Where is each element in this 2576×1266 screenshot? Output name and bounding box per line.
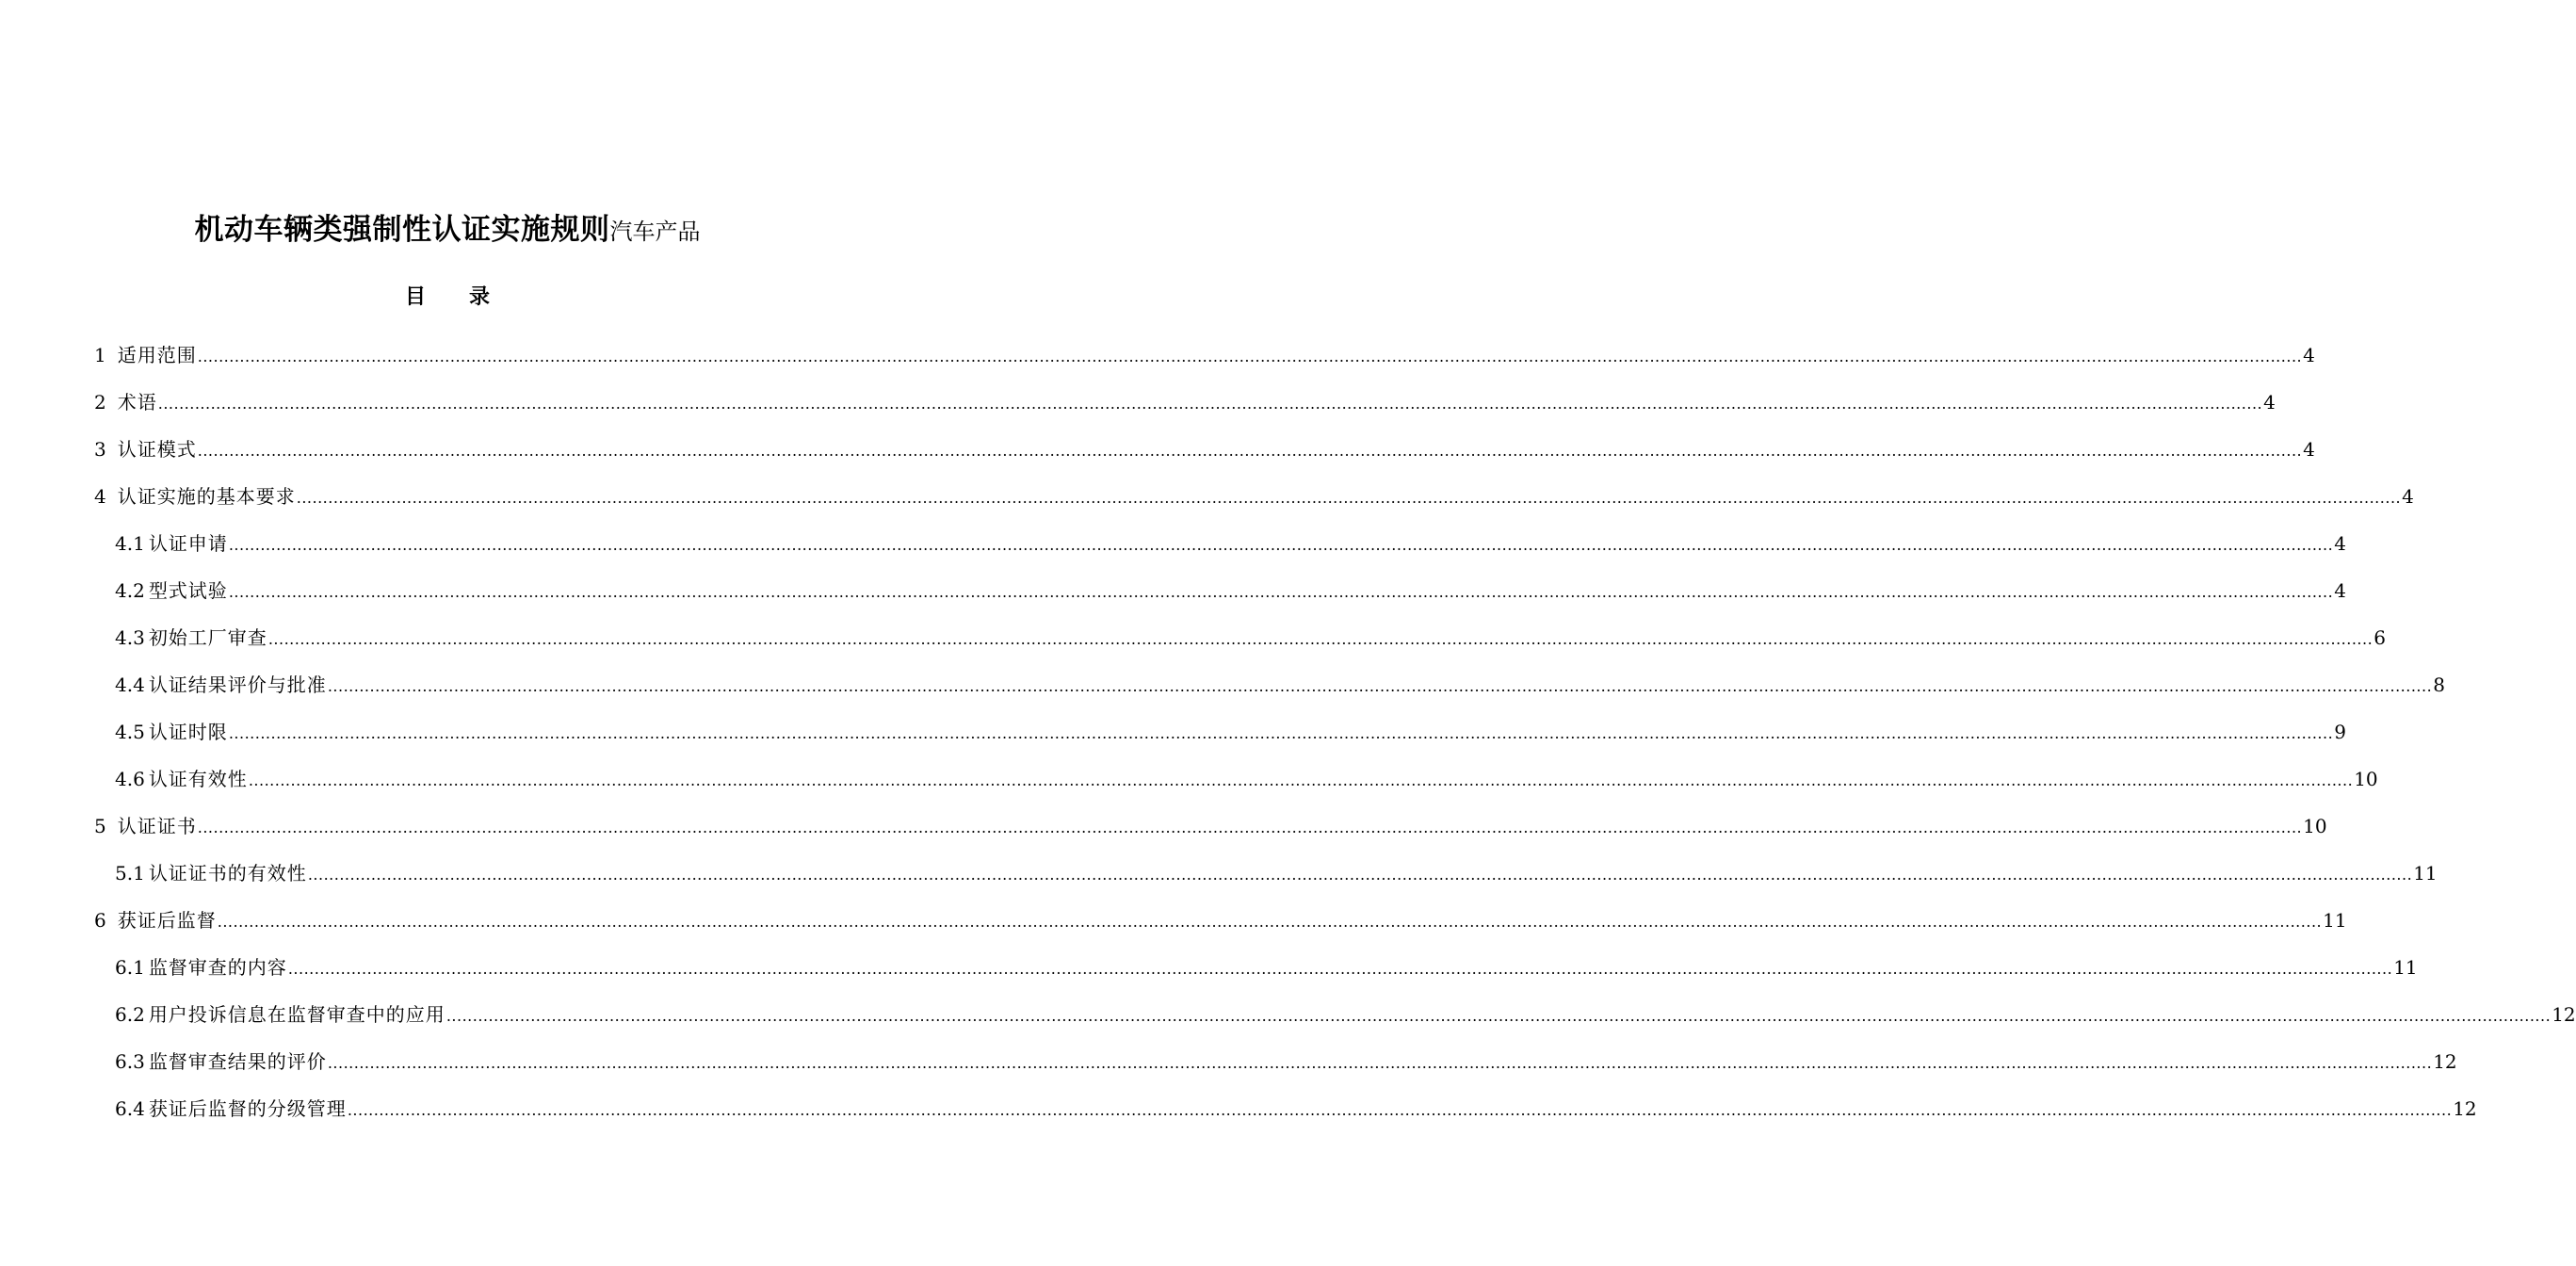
toc-entry-page-number: 11	[2393, 956, 2418, 979]
toc-entry-number: 4.1	[115, 532, 145, 555]
toc-dot-leader: ................................................................................................................................................................................................................................................................................................................................................................................................................	[228, 723, 2334, 742]
toc-entry-page-number: 4	[2303, 438, 2315, 461]
toc-entry-page-number: 11	[2413, 862, 2438, 885]
toc-entry-label: 监督审查的内容	[148, 956, 287, 979]
toc-heading-char-2: 录	[469, 285, 491, 309]
toc-entry-page-number: 9	[2334, 721, 2346, 743]
toc-entry-page-number: 6	[2373, 626, 2386, 649]
toc-dot-leader: ................................................................................................................................................................................................................................................................................................................................................................................................................	[157, 394, 2263, 413]
toc-entry-page-number: 4	[2402, 485, 2414, 508]
toc-entry[interactable]	[94, 332, 2315, 379]
toc-entry-label: 型式试验	[148, 579, 228, 602]
toc-heading	[0, 283, 895, 313]
toc-entry[interactable]	[115, 520, 2346, 567]
toc-dot-leader: ................................................................................................................................................................................................................................................................................................................................................................................................................	[267, 629, 2373, 648]
toc-entry[interactable]	[94, 379, 2276, 426]
toc-entry-label: 认证证书	[117, 815, 197, 837]
toc-entry-number: 1	[94, 344, 106, 366]
toc-entry-page-number: 12	[2552, 1003, 2576, 1026]
toc-entry-label: 初始工厂审查	[148, 626, 267, 649]
toc-entry-number: 4.6	[115, 768, 145, 790]
toc-entry[interactable]	[94, 426, 2315, 473]
toc-entry-number: 6.1	[115, 956, 145, 979]
toc-entry[interactable]	[115, 1085, 2477, 1132]
toc-entry-page-number: 8	[2433, 674, 2445, 696]
toc-dot-leader: ................................................................................................................................................................................................................................................................................................................................................................................................................	[197, 818, 2303, 836]
toc-entry[interactable]	[115, 850, 2438, 897]
toc-entry-label: 术语	[117, 391, 157, 414]
toc-entry-page-number: 4	[2334, 579, 2346, 602]
toc-entry[interactable]	[94, 473, 2414, 520]
toc-entry-label: 认证证书的有效性	[148, 862, 307, 885]
toc-entry-page-number: 4	[2303, 344, 2315, 366]
toc-entry-number: 5	[94, 815, 106, 837]
document-title-main: 机动车辆类强制性认证实施规则	[194, 213, 610, 247]
toc-entry-number: 4.5	[115, 721, 145, 743]
toc-entry-number: 4.4	[115, 674, 145, 696]
toc-entry[interactable]	[115, 708, 2346, 755]
toc-entry-label: 认证申请	[148, 532, 228, 555]
toc-entry-number: 5.1	[115, 862, 145, 885]
toc-dot-leader: ................................................................................................................................................................................................................................................................................................................................................................................................................	[248, 771, 2354, 789]
toc-entry[interactable]	[115, 944, 2418, 991]
toc-entry-page-number: 10	[2354, 768, 2378, 790]
toc-entry-page-number: 4	[2334, 532, 2346, 555]
toc-entry[interactable]	[115, 661, 2445, 708]
toc-entry-number: 6.4	[115, 1097, 145, 1120]
toc-entry-number: 6.3	[115, 1050, 145, 1073]
toc-heading-char-1: 目	[404, 285, 426, 309]
toc-dot-leader: ................................................................................................................................................................................................................................................................................................................................................................................................................	[327, 1053, 2433, 1072]
toc-entry-label: 认证结果评价与批准	[148, 674, 327, 696]
toc-entry[interactable]	[115, 755, 2378, 803]
toc-entry-label: 认证实施的基本要求	[117, 485, 296, 508]
toc-dot-leader: ................................................................................................................................................................................................................................................................................................................................................................................................................	[197, 441, 2303, 460]
toc-entry-number: 2	[94, 391, 106, 414]
toc-entry-page-number: 4	[2263, 391, 2276, 414]
toc-entry-number: 4.2	[115, 579, 145, 602]
table-of-contents	[0, 332, 2576, 1132]
toc-entry-label: 获证后监督	[117, 909, 217, 932]
toc-entry-label: 获证后监督的分级管理	[148, 1097, 347, 1120]
toc-dot-leader: ................................................................................................................................................................................................................................................................................................................................................................................................................	[446, 1006, 2552, 1025]
document-title	[0, 207, 895, 257]
toc-entry[interactable]	[94, 897, 2347, 944]
toc-entry-label: 用户投诉信息在监督审查中的应用	[148, 1003, 446, 1026]
toc-entry-page-number: 11	[2323, 909, 2347, 932]
toc-entry-page-number: 10	[2303, 815, 2327, 837]
toc-entry[interactable]	[115, 991, 2576, 1038]
toc-dot-leader: ................................................................................................................................................................................................................................................................................................................................................................................................................	[217, 912, 2323, 931]
document-title-sub: 汽车产品	[609, 219, 701, 245]
toc-dot-leader: ................................................................................................................................................................................................................................................................................................................................................................................................................	[327, 676, 2433, 695]
toc-entry[interactable]	[115, 1038, 2457, 1085]
toc-entry[interactable]	[94, 803, 2327, 850]
toc-dot-leader: ................................................................................................................................................................................................................................................................................................................................................................................................................	[287, 959, 2393, 978]
toc-entry-page-number: 12	[2433, 1050, 2457, 1073]
toc-dot-leader: ................................................................................................................................................................................................................................................................................................................................................................................................................	[228, 582, 2334, 601]
toc-entry-number: 6.2	[115, 1003, 145, 1026]
toc-entry-number: 4	[94, 485, 106, 508]
toc-entry-label: 认证模式	[117, 438, 197, 461]
toc-entry-label: 适用范围	[117, 344, 197, 366]
toc-entry-label: 监督审查结果的评价	[148, 1050, 327, 1073]
toc-entry[interactable]	[115, 614, 2386, 661]
toc-entry-number: 4.3	[115, 626, 145, 649]
toc-dot-leader: ................................................................................................................................................................................................................................................................................................................................................................................................................	[307, 865, 2413, 884]
toc-entry-label: 认证时限	[148, 721, 228, 743]
toc-entry[interactable]	[115, 567, 2346, 614]
toc-entry-number: 3	[94, 438, 106, 461]
toc-dot-leader: ................................................................................................................................................................................................................................................................................................................................................................................................................	[347, 1100, 2453, 1119]
toc-entry-page-number: 12	[2453, 1097, 2477, 1120]
toc-dot-leader: ................................................................................................................................................................................................................................................................................................................................................................................................................	[228, 535, 2334, 554]
toc-dot-leader: ................................................................................................................................................................................................................................................................................................................................................................................................................	[197, 347, 2303, 365]
toc-dot-leader: ................................................................................................................................................................................................................................................................................................................................................................................................................	[296, 488, 2402, 507]
toc-entry-label: 认证有效性	[148, 768, 248, 790]
toc-entry-number: 6	[94, 909, 106, 932]
